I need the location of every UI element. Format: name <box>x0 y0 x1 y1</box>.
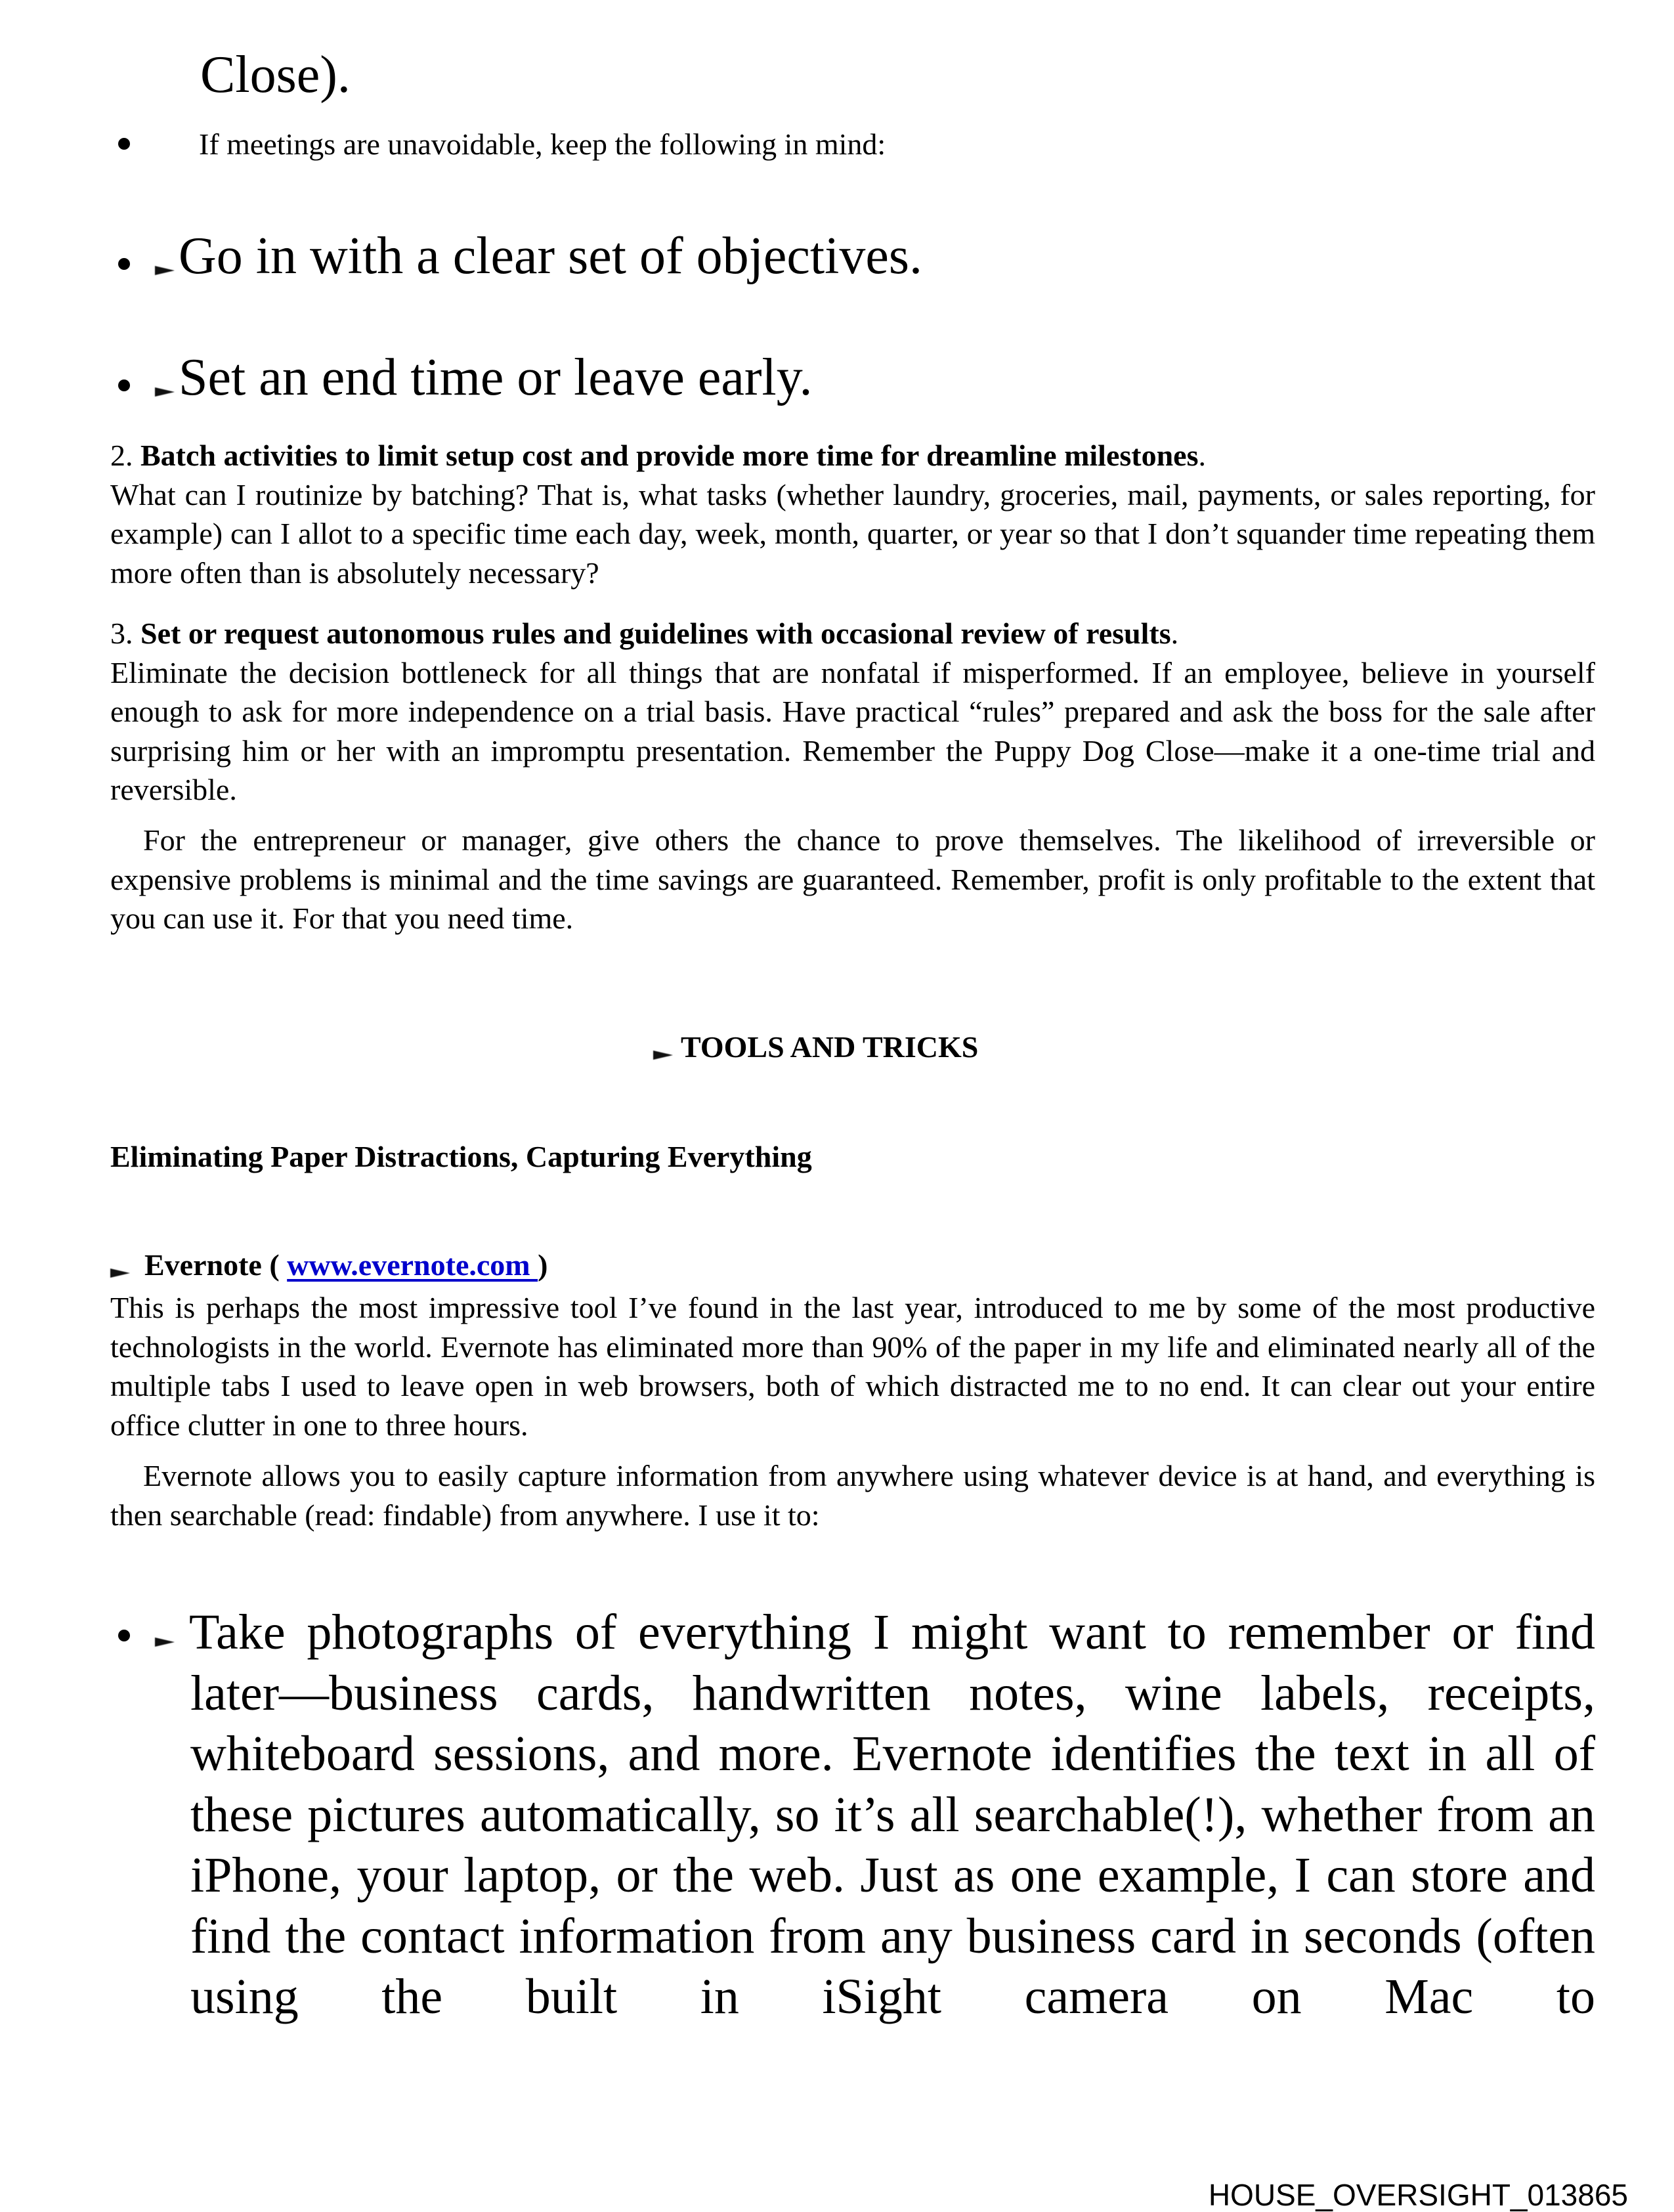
item-2-body: What can I routinize by batching? That is, what tasks (whether laundry, groceries, mail, payments, or sales reporting, for example) can I allot to a specific time each day, week, month, quarter, or year so that I don’t squander time repeating them more often than is absolutely necessary? <box>110 477 1595 590</box>
subsection-title: Eliminating Paper Distractions, Capturing Everything <box>110 1140 812 1173</box>
item-2-heading <box>110 436 1595 475</box>
tool-description-1: This is perhaps the most impressive tool I’ve found in the last year, introduced to me by some of the most productive technologists in the world. Evernote has eliminated more than 90% of the paper in my life and eliminated nearly all of the multiple tabs I used to leave open in web browsers, both of which distracted me to no end. It can clear out your entire office clutter in one to three hours. <box>110 1291 1595 1442</box>
bullet-dot-icon <box>118 380 130 391</box>
tool-paren-open: ( <box>261 1248 288 1282</box>
item-2-heading-end: . <box>1198 439 1207 472</box>
item-2 <box>110 436 1595 592</box>
evernote-link[interactable]: www.evernote.com <box>287 1248 538 1282</box>
arrow-bullet-icon <box>110 1269 130 1278</box>
continuation-text: Close). <box>200 46 351 104</box>
arrow-bullet-icon <box>155 1637 175 1647</box>
arrow-bullet-icon <box>155 266 175 275</box>
meeting-tip-2: Set an end time or leave early. <box>179 349 813 406</box>
item-3-heading-text: Set or request autonomous rules and guidelines with occasional review of results <box>140 617 1171 650</box>
item-3-number: 3. <box>110 617 133 650</box>
arrow-bullet-icon <box>155 387 175 397</box>
section-title: TOOLS AND TRICKS <box>681 1030 979 1064</box>
use-item-1: Take photographs of everything I might want to remember or find later—business cards, handwritten notes, wine labels, receipts, whiteboard sessions, and more. Evernote identifies the text in all of these pictures automatically, so it’s all searchable(!), whether from an iPhone, your laptop, or the web. Just as one example, I can store and find the contact information from any business card in seconds (often using the built in iSight camera on Mac to <box>189 1605 1595 2024</box>
item-2-heading-text: Batch activities to limit setup cost and provide more time for dreamline milestones <box>140 439 1199 472</box>
item-3-followup: For the entrepreneur or manager, give others the chance to prove themselves. The likelihood of irreversible or expensive problems is minimal and the time savings are guaranteed. Remember, profit is only profitable to the extent that you can use it. For that you need time. <box>110 823 1595 935</box>
item-3 <box>110 614 1595 810</box>
bullet-dot-icon <box>118 258 130 270</box>
arrow-bullet-icon <box>653 1051 673 1060</box>
item-3-body: Eliminate the decision bottleneck for all things that are nonfatal if misperformed. If an employee, believe in yourself enough to ask for more independence on a trial basis. Have practical “rules” prepared and ask the boss for the sale after surprising him or her with an impromptu presentation. Remember the Puppy Dog Close—make it a one-time trial and reversible. <box>110 655 1595 806</box>
item-3-heading-end: . <box>1170 617 1179 650</box>
bullet-dot-icon <box>118 138 130 150</box>
meeting-tip-1: Go in with a clear set of objectives. <box>179 227 922 285</box>
tool-name: Evernote <box>144 1248 262 1282</box>
document-id-footer: HOUSE_OVERSIGHT_013865 <box>1208 2178 1628 2212</box>
item-2-number: 2. <box>110 439 133 472</box>
tool-paren-close: ) <box>538 1248 548 1282</box>
tool-description-2: Evernote allows you to easily capture information from anywhere using whatever device is at hand, and everything is then searchable (read: findable) from anywhere. I use it to: <box>110 1459 1595 1532</box>
tool-heading <box>144 1246 547 1284</box>
bullet-dot-icon <box>118 1630 130 1641</box>
meetings-intro: If meetings are unavoidable, keep the following in mind: <box>199 127 886 161</box>
item-3-heading <box>110 614 1595 653</box>
